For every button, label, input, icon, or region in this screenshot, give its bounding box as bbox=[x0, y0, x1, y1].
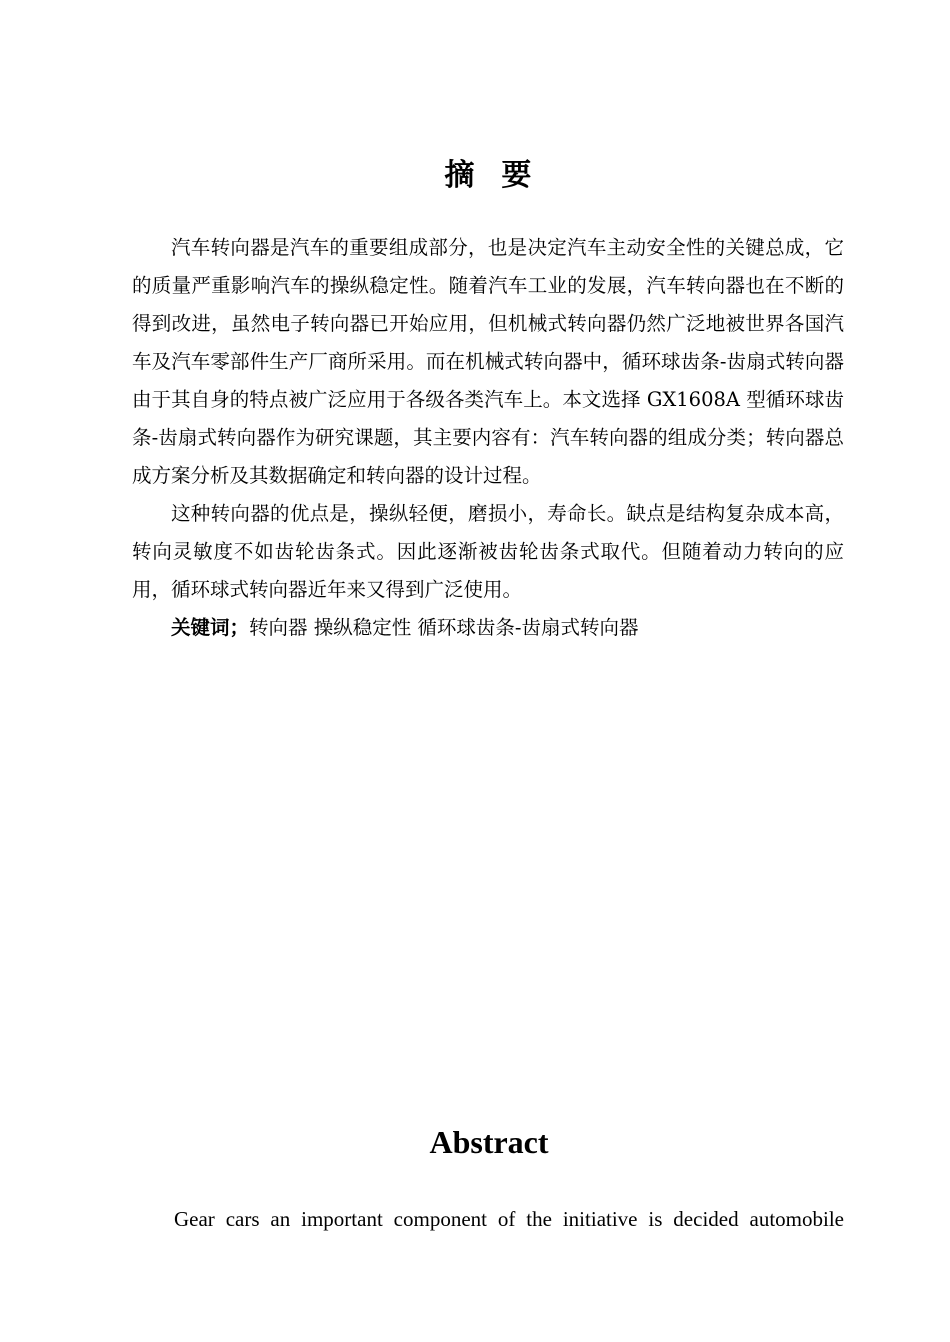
abstract-title-en: Abstract bbox=[429, 1124, 549, 1160]
keywords-text: 转向器 操纵稳定性 循环球齿条-齿扇式转向器 bbox=[249, 616, 639, 639]
abstract-title-zh: 摘 要 bbox=[444, 158, 534, 193]
abstract-body-en bbox=[132, 1203, 844, 1235]
abstract-en-first-line: Gear cars an important component of the initiative is decided automobile bbox=[174, 1207, 844, 1231]
abstract-body-zh bbox=[132, 229, 844, 647]
keywords-line bbox=[132, 609, 844, 647]
keywords-label: 关键词； bbox=[171, 616, 250, 639]
abstract-paragraph-1: 汽车转向器是汽车的重要组成部分，也是决定汽车主动安全性的关键总成，它的质量严重影响汽车的操纵稳定性。随着汽车工业的发展，汽车转向器也在不断的得到改进，虽然电子转向器已开始应用，但机械式转向器仍然广泛地被世界各国汽车及汽车零部件生产厂商所采用。而在机械式转向器中，循环球齿条-齿扇式转向器由于其自身的特点被广泛应用于各级各类汽车上。本文选择 GX1608A 型循环球齿条-齿扇式转向器作为研究课题，其主要内容有：汽车转向器的组成分类；转向器总成方案分析及其数据确定和转向器的设计过程。 bbox=[132, 236, 844, 487]
abstract-paragraph-2: 这种转向器的优点是，操纵轻便，磨损小，寿命长。缺点是结构复杂成本高，转向灵敏度不如齿轮齿条式。因此逐渐被齿轮齿条式取代。但随着动力转向的应用，循环球式转向器近年来又得到广泛使用。 bbox=[132, 502, 844, 601]
